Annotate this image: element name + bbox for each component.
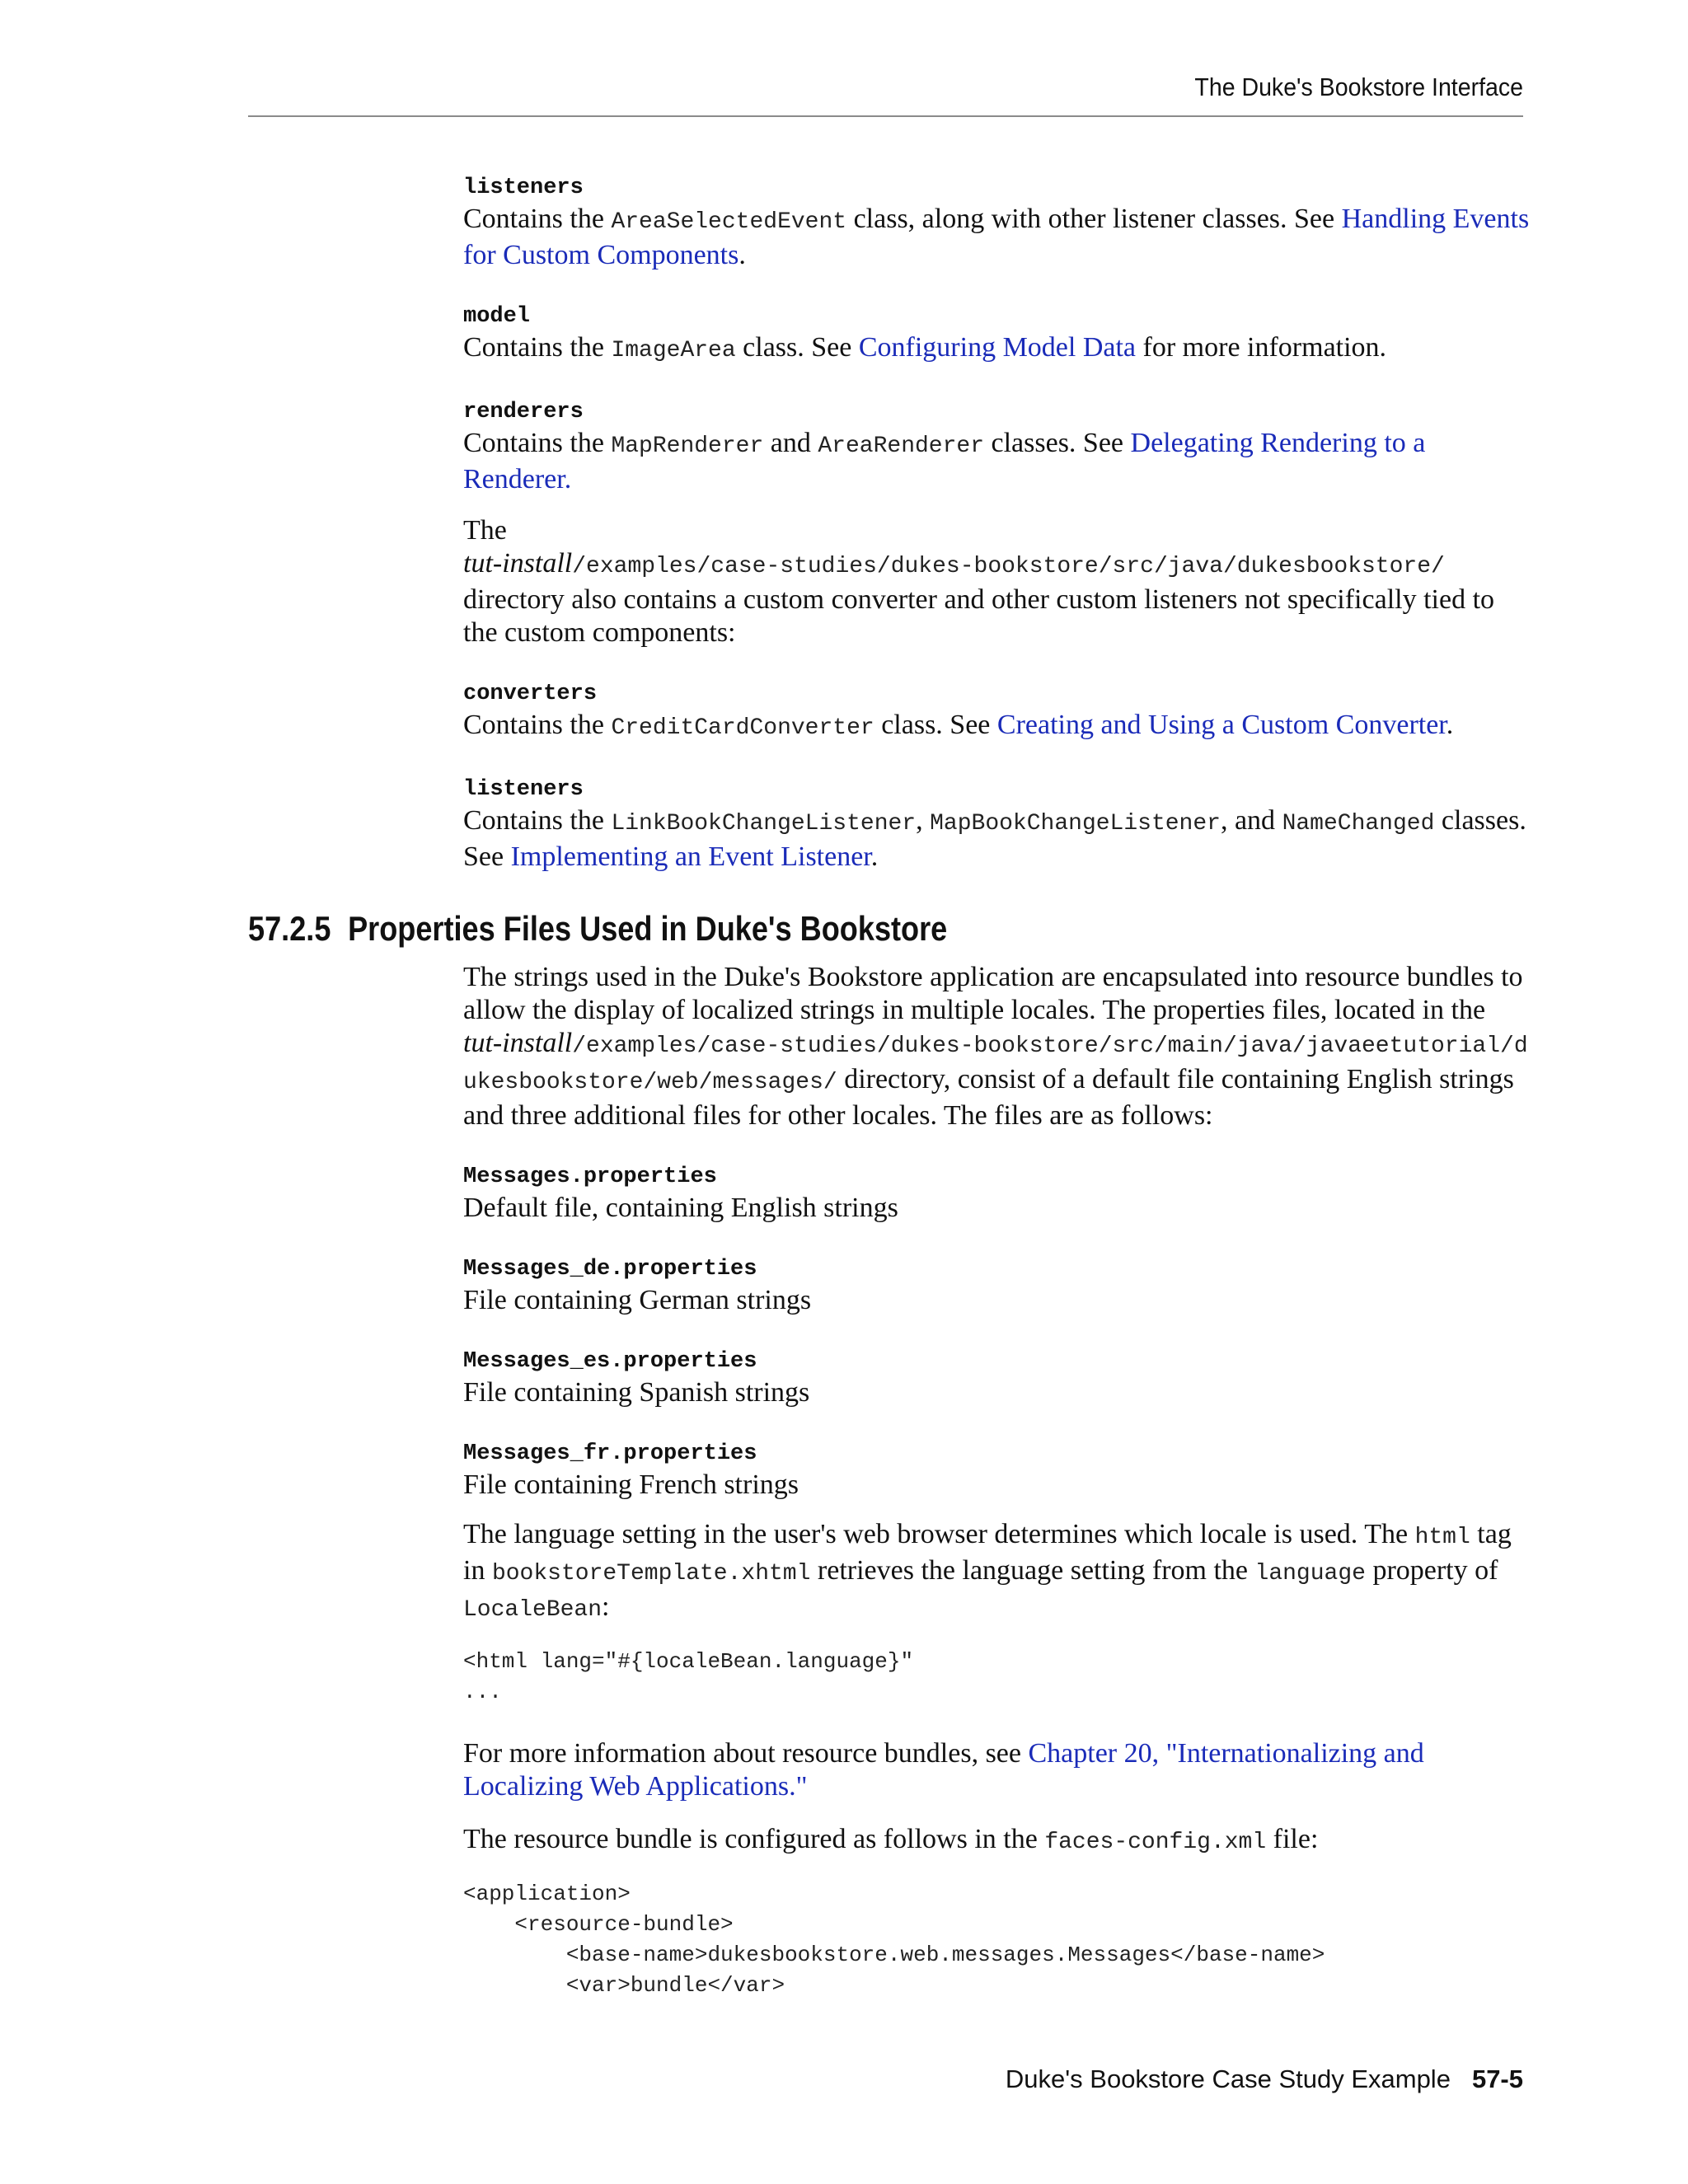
- term-description: Default file, containing English strings: [463, 1193, 898, 1223]
- config-paragraph: The resource bundle is configured as follows in the faces-config.xml file:: [463, 1824, 1319, 1855]
- link-delegating-rendering[interactable]: Delegating Rendering to a Renderer.: [463, 428, 1426, 494]
- section-number: 57.2.5: [248, 909, 331, 948]
- link-event-listener[interactable]: Implementing an Event Listener: [510, 841, 871, 872]
- directory-paragraph: The tut-install/examples/case-studies/dukes-bookstore/src/java/dukesbookstore/ directory also contains a custom converter and other custom listeners not specifically tied to the custom components:: [463, 515, 1495, 648]
- intro-paragraph: The strings used in the Duke's Bookstore application are encapsulated into resource bundles to allow the display of localized strings in multiple locales. The properties files, located in the tut-install/examples/case-studies/dukes-bookstore/src/main/java/javaeetutorial/dukesbookstore/web/messages/ directory, consist of a default file containing English strings and three additional files for other locales. The files are as follows:: [463, 962, 1528, 1131]
- link-chapter-20[interactable]: Chapter 20, "Internationalizing and Localizing Web Applications.": [463, 1738, 1424, 1802]
- body-text: [463, 173, 1535, 903]
- footer-title: Duke's Bookstore Case Study Example: [1005, 2064, 1451, 2093]
- term-label: Messages_de.properties: [463, 1257, 757, 1282]
- term-description: Contains the ImageArea class. See Configuring Model Data for more information.: [463, 332, 1387, 363]
- resource-bundle-info-paragraph: For more information about resource bundles, see Chapter 20, "Internationalizing and Localizing Web Applications.": [463, 1738, 1424, 1802]
- term-label: Messages_es.properties: [463, 1349, 757, 1374]
- section-heading: [248, 909, 947, 949]
- package-entry-listeners-2: [463, 775, 1535, 874]
- file-entry: [463, 1254, 1535, 1317]
- term-label: converters: [463, 682, 598, 706]
- term-label: Messages_fr.properties: [463, 1441, 757, 1466]
- package-entry-listeners: [463, 173, 1535, 272]
- term-description: Contains the CreditCardConverter class. See Creating and Using a Custom Converter.: [463, 710, 1454, 741]
- section-title: Properties Files Used in Duke's Bookstore: [348, 909, 948, 948]
- header-rule: [248, 115, 1523, 117]
- section-body: [463, 961, 1535, 2031]
- term-description: File containing Spanish strings: [463, 1377, 810, 1408]
- running-header: The Duke's Bookstore Interface: [1194, 73, 1523, 101]
- file-entry: [463, 1347, 1535, 1409]
- term-description: Contains the LinkBookChangeListener, MapBookChangeListener, and NameChanged classes. See Implementing an Event Listener.: [463, 805, 1526, 872]
- file-entry: [463, 1162, 1535, 1225]
- package-entry-renderers: [463, 397, 1535, 496]
- page-number: 57-5: [1471, 2064, 1523, 2093]
- term-label: renderers: [463, 400, 584, 424]
- term-label: listeners: [463, 176, 584, 200]
- link-custom-converter[interactable]: Creating and Using a Custom Converter: [996, 710, 1447, 740]
- code-example-faces-config: <application> <resource-bundle> <base-name>dukesbookstore.web.messages.Messages</base-name> <var>bundle</var>: [463, 1882, 1325, 1998]
- term-description: Contains the AreaSelectedEvent class, along with other listener classes. See Handling Events for Custom Components.: [463, 204, 1530, 270]
- link-handling-events[interactable]: Handling Events for Custom Components: [463, 204, 1530, 270]
- file-entry: [463, 1439, 1535, 1502]
- link-configuring-model-data[interactable]: Configuring Model Data: [858, 332, 1137, 363]
- package-entry-model: [463, 302, 1535, 368]
- code-example-html-lang: <html lang="#{localeBean.language}" ...: [463, 1649, 914, 1704]
- package-entry-converters: [463, 679, 1535, 745]
- term-description: File containing German strings: [463, 1285, 812, 1315]
- page-footer: [248, 2064, 1523, 2094]
- term-description: Contains the MapRenderer and AreaRenderer classes. See Delegating Rendering to a Renderer.: [463, 428, 1426, 494]
- term-label: model: [463, 304, 531, 329]
- term-label: listeners: [463, 777, 584, 802]
- language-paragraph: The language setting in the user's web browser determines which locale is used. The html tag in bookstoreTemplate.xhtml retrieves the language setting from the language property of LocaleBean:: [463, 1519, 1512, 1623]
- term-description: File containing French strings: [463, 1469, 799, 1500]
- term-label: Messages.properties: [463, 1165, 717, 1189]
